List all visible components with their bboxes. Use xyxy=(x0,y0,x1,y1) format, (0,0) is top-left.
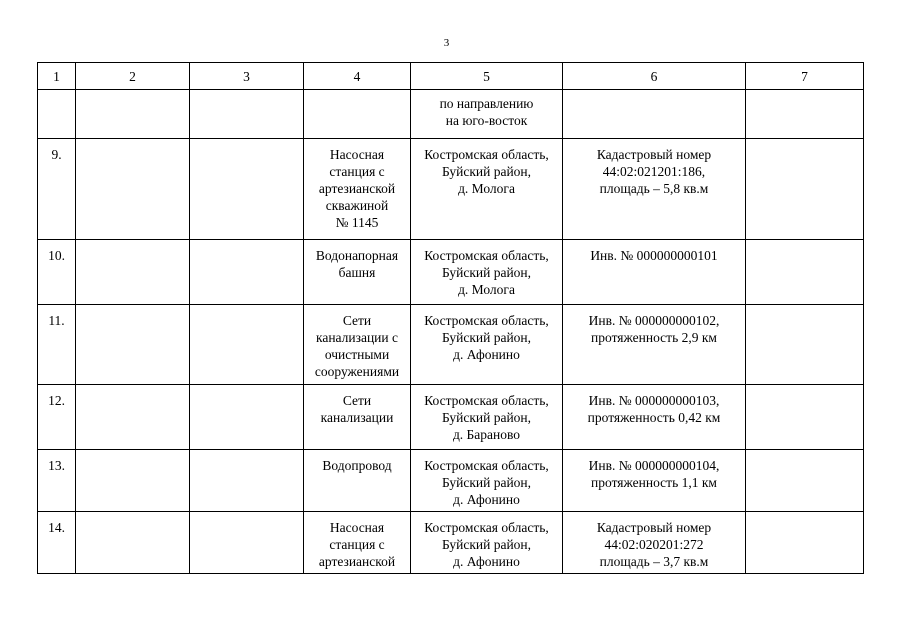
location-cell: Костромская область, Буйский район, д. Афонино xyxy=(411,450,563,512)
table-cell xyxy=(190,240,304,305)
object-name-cell: Водонапорная башня xyxy=(304,240,411,305)
row-number-cell: 12. xyxy=(38,385,76,450)
table-row xyxy=(38,139,864,240)
row-number-cell: 11. xyxy=(38,305,76,385)
table-cell xyxy=(190,139,304,240)
table-cell xyxy=(746,305,864,385)
column-header: 3 xyxy=(190,63,304,90)
location-cell: по направлению на юго-восток xyxy=(411,90,563,139)
row-number-cell: 13. xyxy=(38,450,76,512)
table-cell xyxy=(746,512,864,574)
table-row xyxy=(38,305,864,385)
column-header: 1 xyxy=(38,63,76,90)
row-number-cell xyxy=(38,90,76,139)
column-header: 7 xyxy=(746,63,864,90)
column-header: 5 xyxy=(411,63,563,90)
location-cell: Костромская область, Буйский район, д. Мологa xyxy=(411,240,563,305)
characteristics-cell: Инв. № 000000000104, протяженность 1,1 км xyxy=(563,450,746,512)
object-name-cell xyxy=(304,90,411,139)
location-cell: Костромская область, Буйский район, д. Бараново xyxy=(411,385,563,450)
column-header: 4 xyxy=(304,63,411,90)
table-cell xyxy=(76,139,190,240)
object-name-cell: Водопровод xyxy=(304,450,411,512)
location-cell: Костромская область, Буйский район, д. Мологa xyxy=(411,139,563,240)
page-number: 3 xyxy=(443,37,450,49)
characteristics-cell: Инв. № 000000000103, протяженность 0,42 км xyxy=(563,385,746,450)
table-cell xyxy=(190,305,304,385)
table-cell xyxy=(190,385,304,450)
characteristics-cell: Инв. № 000000000102, протяженность 2,9 км xyxy=(563,305,746,385)
table-cell xyxy=(76,512,190,574)
table-cell xyxy=(76,450,190,512)
table-cell xyxy=(746,240,864,305)
table-cell xyxy=(746,385,864,450)
characteristics-cell xyxy=(563,90,746,139)
object-name-cell: Сети канализации xyxy=(304,385,411,450)
table-row xyxy=(38,450,864,512)
table-cell xyxy=(76,90,190,139)
table-cell xyxy=(190,450,304,512)
table-cell xyxy=(76,385,190,450)
row-number-cell: 14. xyxy=(38,512,76,574)
table-row xyxy=(38,385,864,450)
column-header: 2 xyxy=(76,63,190,90)
table-cell xyxy=(190,90,304,139)
location-cell: Костромская область, Буйский район, д. Афонино xyxy=(411,305,563,385)
characteristics-cell: Инв. № 000000000101 xyxy=(563,240,746,305)
object-name-cell: Насосная станция с артезианской xyxy=(304,512,411,574)
location-cell: Костромская область, Буйский район, д. Афонино xyxy=(411,512,563,574)
table-cell xyxy=(746,139,864,240)
characteristics-cell: Кадастровый номер 44:02:021201:186, площадь – 5,8 кв.м xyxy=(563,139,746,240)
row-number-cell: 9. xyxy=(38,139,76,240)
characteristics-cell: Кадастровый номер 44:02:020201:272 площадь – 3,7 кв.м xyxy=(563,512,746,574)
row-number-cell: 10. xyxy=(38,240,76,305)
table-cell xyxy=(76,240,190,305)
table-row xyxy=(38,240,864,305)
table-row xyxy=(38,512,864,574)
table-cell xyxy=(746,90,864,139)
table-cell xyxy=(76,305,190,385)
table-row xyxy=(38,90,864,139)
table-cell xyxy=(746,450,864,512)
column-header: 6 xyxy=(563,63,746,90)
header-row xyxy=(38,63,864,90)
property-table xyxy=(37,62,864,574)
table-cell xyxy=(190,512,304,574)
object-name-cell: Насосная станция с артезианской скважиной № 1145 xyxy=(304,139,411,240)
object-name-cell: Сети канализации с очистными сооружениями xyxy=(304,305,411,385)
